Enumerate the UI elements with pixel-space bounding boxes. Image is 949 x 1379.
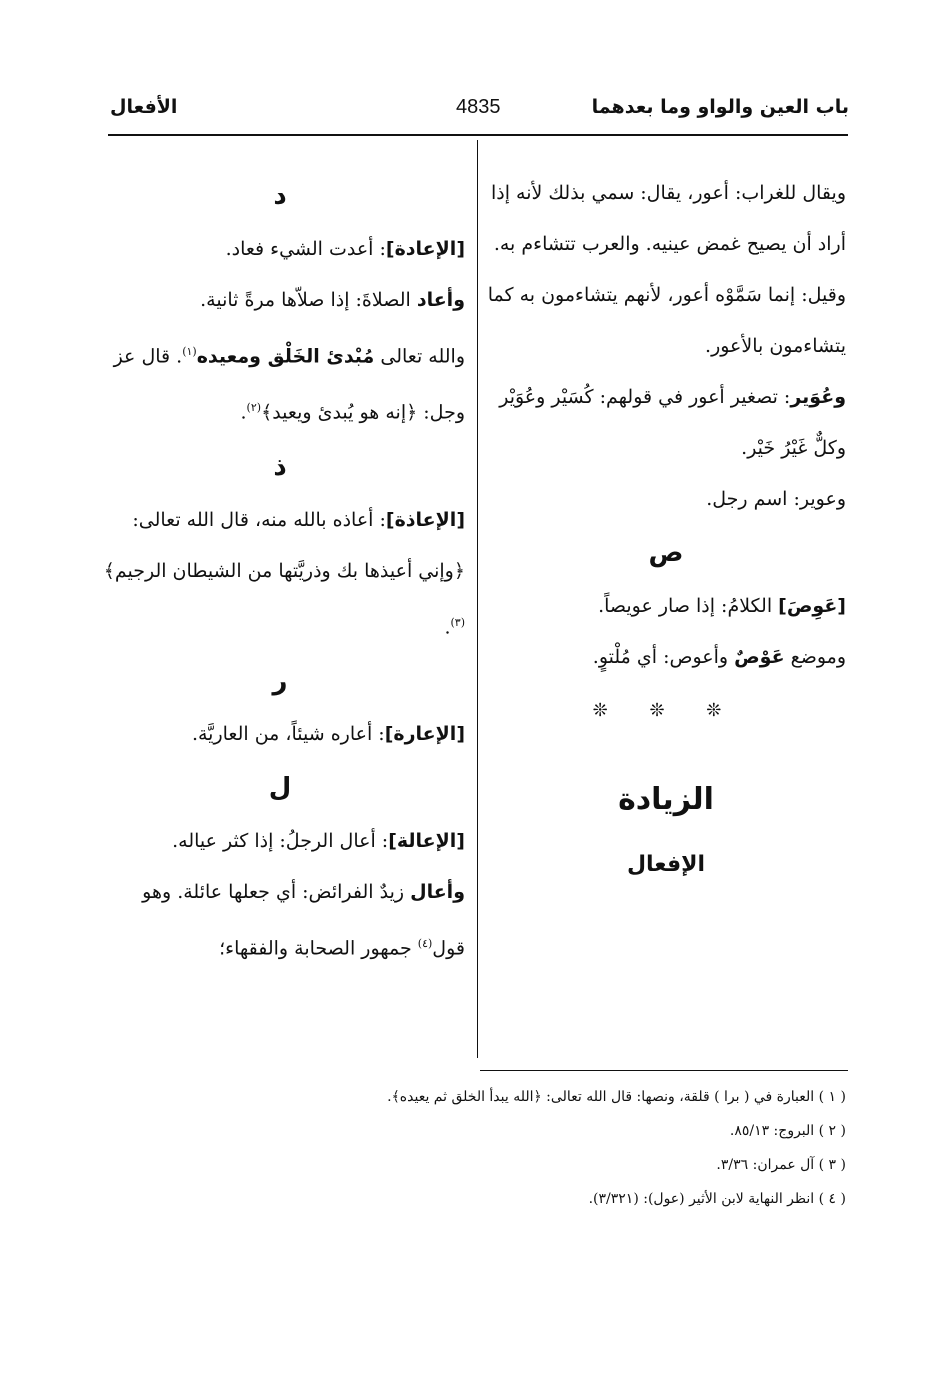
entry-text: الصلاةَ: إذا صلاّها مرةً ثانية.	[200, 289, 417, 311]
entry-text: وموضع	[784, 646, 846, 668]
column-divider	[477, 140, 478, 1058]
entry-aala-faraid	[95, 867, 465, 974]
entry-awisa	[486, 581, 846, 632]
letter-heading-dal: د	[273, 181, 287, 211]
section-title: الزيادة	[618, 782, 714, 817]
entry-text: : أعاره شيئاً، من العاريَّة.	[191, 722, 385, 745]
entry-iadha	[95, 495, 465, 653]
entry-iada	[95, 224, 465, 275]
entry-text: والله تعالى	[374, 345, 465, 368]
letter-heading-sad: ص	[648, 538, 684, 568]
footnote-ref: (٣)	[450, 615, 465, 629]
entry-awsun	[486, 632, 846, 683]
entry-text: زيدٌ الفرائض: أي جعلها عائلة. وهو قول	[142, 880, 465, 960]
footnote-1: ( ١ ) العبارة في ( برا ) قلقة، ونصها: قال الله تعالى: ﴿الله يبدأ الخلق ثم يعيده﴾.	[387, 1089, 846, 1105]
header-rule	[108, 134, 848, 136]
letter-heading-dhal: ذ	[273, 451, 287, 482]
entry-term: [الإعادة]	[385, 238, 465, 260]
entry-term: وعُوَير	[790, 386, 846, 408]
entry-text: : أعاذه بالله منه، قال الله تعالى: ﴿وإني أعيذها بك وذريَّتها من الشيطان الرجيم﴾	[103, 508, 465, 582]
entry-uwayr-name: وعوير: اسم رجل.	[706, 488, 846, 510]
footnote-ref: (٢)	[246, 401, 262, 415]
entry-mubdi	[95, 326, 465, 439]
entry-term: [الإعاذة]	[385, 508, 465, 531]
footnotes	[286, 1080, 846, 1216]
footnote-ref: (١)	[182, 345, 197, 358]
entry-term: [الإعالة]	[388, 829, 465, 852]
entry-iara	[95, 709, 465, 760]
entry-text: : تصغير أعور في قولهم: كُسَيْر وعُوَيْر وكلٌّ غَيْرُ خَيْر.	[499, 386, 846, 459]
entry-text: .	[240, 401, 247, 424]
entry-uwayr	[486, 372, 846, 474]
entry-text: وأعوص: أي مُلْتوٍ.	[592, 646, 735, 668]
entry-term: وأعاد	[416, 289, 465, 311]
letter-heading-lam: ل	[268, 772, 292, 803]
entry-text: الكلامُ: إذا صار عويصاً.	[598, 595, 779, 617]
section-header: الأفعال	[110, 96, 178, 118]
section-separator-stars: ❊ ❊ ❊	[592, 700, 740, 721]
entry-term: [عَوِصَ]	[778, 595, 846, 617]
letter-heading-ra: ر	[272, 665, 288, 696]
right-column	[486, 168, 846, 895]
footnote-3: ( ٣ ) آل عمران: ٣/٣٦.	[716, 1157, 846, 1173]
entry-term: [الإعارة]	[384, 722, 465, 745]
entry-iala	[95, 816, 465, 867]
entry-text: : أعال الرجلُ: إذا كثر عياله.	[172, 829, 389, 852]
entry-term: وأعال	[410, 880, 465, 903]
entry-text: : أعدت الشيء فعاد.	[225, 238, 386, 260]
footnote-ref: (٤)	[417, 936, 433, 950]
entry-ghurab: ويقال للغراب: أعور، يقال: سمي بذلك لأنه إذا أراد أن يصيح غمض عينيه. والعرب تتشاءم به. وقيل: إنما سَمَّوْه أعور، لأنهم يتشاءمون به كما يتشاءمون بالأعور.	[487, 182, 846, 357]
entry-aada-salat	[95, 275, 465, 326]
subsection-title: الإفعال	[626, 852, 706, 877]
entry-text: . قال عز وجل: ﴿إنه هو يُبدئ ويعيد﴾	[113, 345, 465, 424]
chapter-header: باب العين والواو وما بعدهما	[591, 96, 849, 118]
footnote-4: ( ٤ ) انظر النهاية لابن الأثير (عول): (٣/٣٢١).	[588, 1191, 846, 1207]
entry-term: عَوْصٌ	[734, 646, 785, 668]
left-column	[95, 168, 465, 974]
footnote-2: ( ٢ ) البروج: ٨٥/١٣.	[729, 1123, 846, 1139]
footnote-rule	[480, 1070, 848, 1071]
entry-text: جمهور الصحابة والفقهاء؛	[219, 937, 418, 960]
entry-term: مُبْدئ الخَلْق ومعيده	[196, 345, 375, 368]
page-number: 4835	[456, 96, 501, 118]
entry-text: .	[444, 615, 451, 638]
